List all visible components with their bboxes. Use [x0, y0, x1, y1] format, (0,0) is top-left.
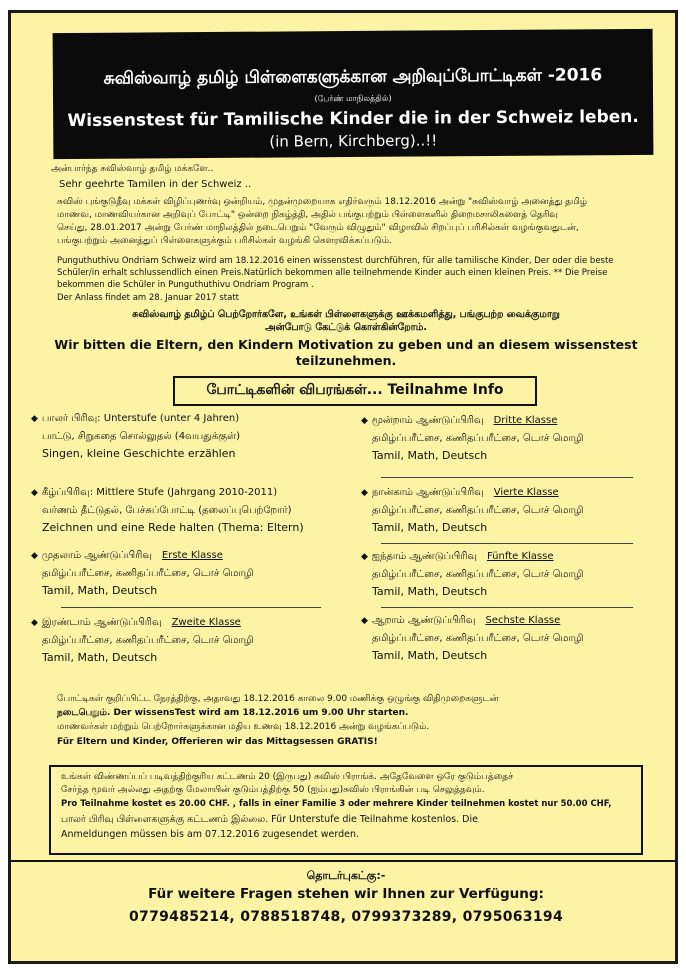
contact-label-tamil: தொடர்புகட்கு:- — [306, 869, 386, 882]
category-line-tamil: தமிழ்ப்பரீட்சை, கணிதப்பரீட்சை, டொச் மொழி — [42, 568, 254, 579]
flyer-page — [8, 10, 678, 964]
banner-title-german: Wissenstest für Tamilische Kinder die in der Schweiz leben. — [67, 107, 639, 131]
category-line-german: Singen, kleine Geschichte erzählen — [42, 447, 236, 460]
category-title-german: Dritte Klasse — [493, 415, 558, 426]
category-title-tamil: மூன்றாம் ஆண்டுப்பிரிவு — [371, 415, 484, 426]
appeal-tamil: அன்போடு கேட்டுக் கொள்கின்றோம். — [264, 322, 427, 333]
category-title-tamil: கீழ்ப்பிரிவு: — [41, 487, 94, 498]
intro-german-line: bekommen die Schüler in Punguthuthivu Ondriam Program . — [57, 280, 314, 290]
category-line-german: Tamil, Math, Deutsch — [372, 585, 488, 598]
category-fuenfte-klasse — [361, 551, 661, 598]
category-line-tamil: தமிழ்ப்பரீட்சை, கணிதப்பரீட்சை, டொச் மொழி — [42, 635, 254, 646]
category-title-german: Sechste Klasse — [485, 615, 561, 626]
category-title-german: Erste Klasse — [161, 550, 223, 561]
category-mittlere-stufe — [31, 487, 331, 534]
category-title-tamil: இரண்டாம் ஆண்டுப்பிரிவு — [41, 617, 162, 628]
category-zweite-klasse — [31, 617, 331, 664]
banner-subtitle-tamil: (பேர்ண் மாநிலத்தில்) — [314, 93, 392, 104]
intro-german-line: Schüler/in erhalt schlussendlich einen Preis.Natürlich bekommen alle teilnehmende Kinder auch einen kleinen Preis. ** Die Preise — [57, 268, 608, 278]
divider — [381, 477, 633, 478]
appeal-german: teilzunehmen. — [295, 353, 397, 368]
intro-tamil-line: மாணவ, மாணவியர்கான அறிவுப் போட்டி" ஒன்றை நிகழ்த்தி, அதில் பங்குபற்றும் பிள்ளைகளில் திறைமசாலிகளைத் தெரிவு — [57, 210, 558, 220]
fees-line: பாலர் பிரிவு பிள்ளைகளுக்கு கட்டணம் இல்லை. Für Unterstufe die Teilnahme kostenlos. Die — [61, 814, 478, 825]
schedule-line: நடைபெறும். Der wissensTest wird am 18.12.2016 um 9.00 Uhr starten. — [57, 708, 409, 718]
category-title-german: Unterstufe (unter 4 Jahren) — [103, 413, 240, 424]
diamond-bullet-icon: ◆ — [361, 488, 368, 498]
category-dritte-klasse — [361, 415, 661, 462]
lunch-note: Für Eltern und Kinder, Offerieren wir das Mittagsessen GRATIS! — [57, 737, 378, 747]
category-title-tamil: ஐந்தாம் ஆண்டுப்பிரிவு — [371, 551, 477, 562]
fees-line: சேர்ந்த மூவர் அல்லது அதற்கு மேலாயின் குடும்பத்திற்கு 50 (ஐம்பது)சுவிஸ் பிராங்கின் படி செலுத்தவும். — [61, 785, 485, 795]
category-vierte-klasse — [361, 487, 661, 534]
greeting-german: Sehr geehrte Tamilen in der Schweiz .. — [59, 179, 252, 190]
category-line-german: Tamil, Math, Deutsch — [372, 521, 488, 534]
divider — [61, 607, 321, 608]
diamond-bullet-icon: ◆ — [361, 552, 368, 562]
diamond-bullet-icon: ◆ — [31, 488, 38, 498]
fees-line: Pro Teilnahme kostet es 20.00 CHF. , falls in einer Familie 3 oder mehrere Kinder teilnehmen kostet nur 50.00 CHF, — [61, 799, 612, 809]
schedule-line: மாணவர்கள் மற்றும் பெற்றோர்களுக்கான மதிய உணவு 18.12.2016 அன்று வழங்கப்படும். — [57, 722, 430, 732]
category-unterstufe — [31, 413, 331, 460]
appeal-tamil: சுவிஸ்வாழ் தமிழ்ப் பெற்றோர்களே, உங்கள் பிள்ளைகளுக்கு ஊக்கமளித்து, பங்குபற்ற வைக்குமாறு — [132, 309, 560, 320]
intro-tamil-line: செய்து, 28.01.2017 அன்று பேர்ண் மாநிலத்தில் நடைபெறும் "வேரும் விழுதும்" விழாவில் சிறப்புப் பரிசில்கள் வழங்குவதுடன், — [57, 223, 579, 233]
category-line-tamil: பாட்டு, சிறுகதை சொல்லுதல் (4வயதுக்குள்) — [42, 431, 241, 442]
category-sechste-klasse — [361, 615, 661, 662]
category-title-tamil: நான்காம் ஆண்டுப்பிரிவு — [371, 487, 484, 498]
divider — [11, 860, 675, 862]
fees-line: உங்கள் விண்ணப்பப் படிவத்திற்குரிய கட்டணம் 20 (இருபது) சுவிஸ் பிராங்க். அதேவேளை ஒரே குடும்பத்தைச் — [61, 772, 514, 782]
section-heading: போட்டிகளின் விபரங்கள்... Teilnahme Info — [173, 376, 537, 406]
category-line-german: Tamil, Math, Deutsch — [42, 584, 158, 597]
category-line-german: Zeichnen und eine Rede halten (Thema: Eltern) — [42, 521, 304, 534]
category-title-german: Zweite Klasse — [171, 617, 241, 628]
divider — [381, 607, 633, 608]
diamond-bullet-icon: ◆ — [31, 414, 38, 424]
category-line-german: Tamil, Math, Deutsch — [372, 449, 488, 462]
diamond-bullet-icon: ◆ — [31, 551, 38, 561]
category-title-german: Vierte Klasse — [493, 487, 559, 498]
diamond-bullet-icon: ◆ — [361, 616, 368, 626]
category-title-german: Mittlere Stufe (Jahrgang 2010-2011) — [96, 487, 278, 498]
category-line-tamil: தமிழ்ப்பரீட்சை, கணிதப்பரீட்சை, டொச் மொழி — [372, 433, 584, 444]
category-erste-klasse — [31, 550, 331, 597]
banner-location: (in Bern, Kirchberg)..!! — [269, 131, 438, 151]
event-date-line: Der Anlass findet am 28. Januar 2017 statt — [57, 293, 239, 303]
category-line-german: Tamil, Math, Deutsch — [42, 651, 158, 664]
intro-german-line: Punguthuthivu Ondriam Schweiz wird am 18.12.2016 einen wissenstest durchführen, für alle tamilische Kinder, Der oder die beste — [57, 256, 614, 266]
contact-phones: 0779485214, 0788518748, 0799373289, 0795063194 — [128, 909, 564, 925]
banner-title-tamil: சுவிஸ்வாழ் தமிழ் பிள்ளைகளுக்கான அறிவுப்போட்டிகள் -2016 — [103, 65, 603, 89]
category-title-tamil: ஆறாம் ஆண்டுப்பிரிவு — [371, 615, 476, 626]
diamond-bullet-icon: ◆ — [31, 618, 38, 628]
fees-box — [49, 765, 643, 855]
category-line-tamil: வர்ணம் தீட்டுதல், பேச்சுப்போட்டி (தலைப்புபெற்றோர்) — [42, 505, 292, 516]
intro-tamil-line: சுவிஸ் புங்குடுதீவு மக்கள் விழிப்புணர்வு ஒன்றியம், முதன்முறையாக எதிர்வரும் 18.12.2016 அன்று "சுவிஸ்வாழ் அனைத்து தமிழ் — [57, 197, 588, 207]
deadline-line: Anmeldungen müssen bis am 07.12.2016 zugesendet werden. — [61, 829, 360, 840]
category-line-german: Tamil, Math, Deutsch — [372, 649, 488, 662]
title-banner — [53, 29, 654, 159]
category-title-german: Fünfte Klasse — [486, 551, 554, 562]
appeal-german: Wir bitten die Eltern, den Kindern Motivation zu geben und an diesem wissenstest — [54, 337, 638, 352]
category-line-tamil: தமிழ்ப்பரீட்சை, கணிதப்பரீட்சை, டொச் மொழி — [372, 569, 584, 580]
category-title-tamil: பாலர் பிரிவு: — [41, 413, 101, 424]
category-line-tamil: தமிழ்ப்பரீட்சை, கணிதப்பரீட்சை, டொச் மொழி — [372, 505, 584, 516]
category-title-tamil: முதலாம் ஆண்டுப்பிரிவு — [41, 550, 152, 561]
greeting-tamil: அன்பார்ந்த சுவிஸ்வாழ் தமிழ் மக்களே.. — [51, 164, 214, 174]
contact-label-german: Für weitere Fragen stehen wir Ihnen zur Verfügung: — [148, 886, 544, 902]
diamond-bullet-icon: ◆ — [361, 416, 368, 426]
divider — [381, 543, 633, 544]
category-line-tamil: தமிழ்ப்பரீட்சை, கணிதப்பரீட்சை, டொச் மொழி — [372, 633, 584, 644]
intro-tamil-line: பங்குபற்றும் அனைத்துப் பிள்ளைகளுக்கும் பரிசில்கள் வழங்கி கௌரவிக்கப்படும். — [57, 236, 392, 246]
schedule-line: போட்டிகள் குறிப்பிட்ட நேரத்திற்கு, அதாவது 18.12.2016 காலை 9.00 மணிக்கு ஒழுங்கு விதிமுறைகளுடன் — [57, 694, 499, 704]
